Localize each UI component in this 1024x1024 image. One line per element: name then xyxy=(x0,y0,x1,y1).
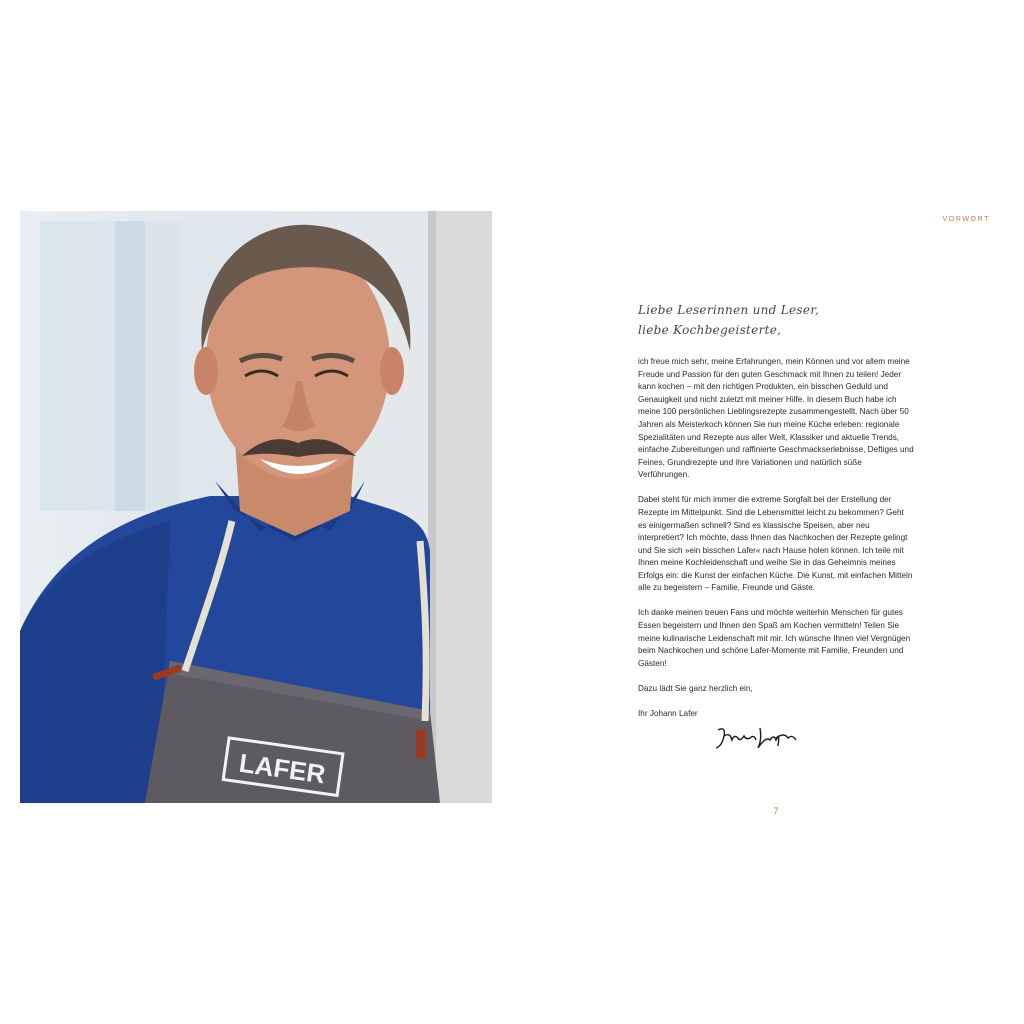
section-label: VORWORT xyxy=(942,216,990,223)
paragraph: Dazu lädt Sie ganz herzlich ein, xyxy=(638,683,753,693)
foreword-body xyxy=(638,356,914,733)
portrait-illustration xyxy=(20,211,492,803)
paragraph: Ihr Johann Lafer xyxy=(638,708,698,718)
signature xyxy=(712,722,802,754)
paragraph: ich freue mich sehr, meine Erfahrungen, mein Können und vor allem meine Freude und Passion für den guten Geschmack mit Ihnen zu teilen! Jeder kann kochen – mit den richtigen Produkten, ein bisschen Geduld und Genauigkeit und nicht zuletzt mit meiner Hilfe. In diesem Buch habe ich meine 100 persönlichen Lieblingsrezepte zusammengestellt. Nach über 50 Jahren als Meisterkoch können Sie nun meine Küche erleben: regionale Spezialitäten und Rezepte aus aller Welt, Klassiker und aktuelle Trends, einfache Zubereitungen und raffinierte Geschmackserlebnisse, Deftiges und Feines, Grundrezepte und ihre Variationen und natürlich süße Verführungen. xyxy=(638,357,914,480)
paragraph: Ich danke meinen treuen Fans und möchte weiterhin Menschen für gutes Essen begeistern und Ihnen den Spaß am Kochen vermitteln! Teilen Sie meine kulinarische Leidenschaft mit mir. Ich wünsche Ihnen viel Vergnügen beim Nachkochen und schöne Lafer-Momente mit Familie, Freunden und Gästen! xyxy=(638,608,911,668)
paragraph: Dabei steht für mich immer die extreme Sorgfalt bei der Erstellung der Rezepte im Mittelpunkt. Sind die Lebensmittel leicht zu bekommen? Geht es einigermaßen schnell? Sind es klassische Speisen, aber neu interpretiert? Ich möchte, dass Ihnen das Nachkochen der Rezepte gelingt und Sie sich »ein bisschen Lafer« nach Hause holen können. Ich teile mit Ihnen meine Kochleidenschaft und weihe Sie in das Geheimnis meines Erfolgs ein: die Kunst der einfachen Küche. Die Kunst, mit einfachen Mitteln alle zu begeistern – Familie, Freunde und Gäste. xyxy=(638,495,913,593)
salutation-line: liebe Kochbegeisterte, xyxy=(638,323,782,337)
salutation xyxy=(638,300,938,340)
signature-drawing xyxy=(712,722,802,754)
apron-logo-text: LAFER xyxy=(237,747,328,790)
salutation-line: Liebe Leserinnen und Leser, xyxy=(638,303,820,317)
portrait-photo xyxy=(20,211,492,803)
page-number: 7 xyxy=(773,806,779,816)
